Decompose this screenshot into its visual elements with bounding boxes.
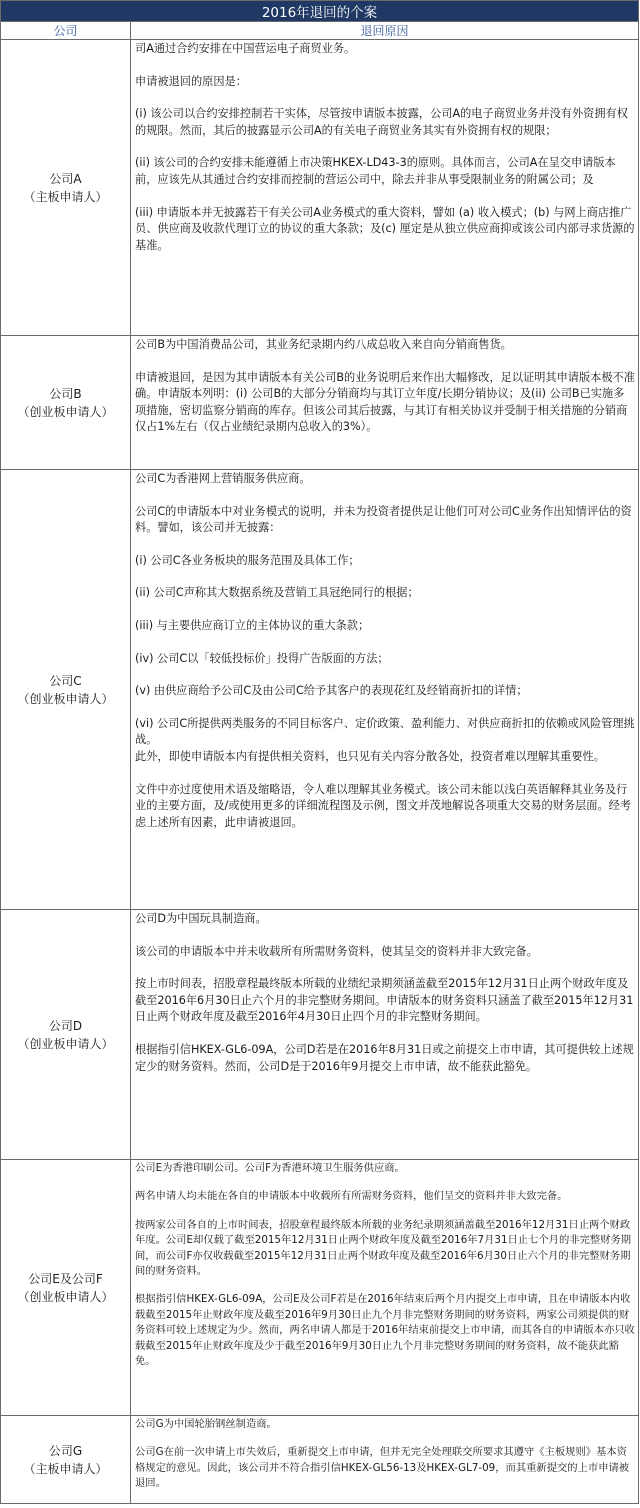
reason-paragraph: 此外，即使申请版本内有提供相关资料，也只见有关内容分散各处，投资者难以理解其重要性。 xyxy=(135,749,605,763)
table-row xyxy=(1,40,639,336)
table-row xyxy=(1,336,639,470)
company-board: （创业板申请人） xyxy=(17,1036,114,1051)
reason-paragraph: 公司G为中国轮胎钢丝制造商。 xyxy=(135,1418,277,1430)
company-name: 公司D xyxy=(48,1018,83,1033)
company-name: 公司E及公司F xyxy=(28,1271,103,1286)
reason-paragraph: 按上市时间表，招股章程最终版本所载的业绩纪录期须涵盖截至2015年12月31日止两个财政年度及截至2016年6月30日止六个月的非完整财务期间。申请版本的财务资料只涵盖了截至2015年12月31日止两个财政年度及截至2016年4月30日止四个月的非完整财务期间。 xyxy=(135,977,634,1024)
reason-cell xyxy=(131,40,639,336)
reason-paragraph: (v) 由供应商给予公司C及由公司C给予其客户的表现花红及经销商折扣的详情； xyxy=(135,684,528,698)
table-title: 2016年退回的个案 xyxy=(1,1,639,22)
column-header-reason: 退回原因 xyxy=(131,22,639,40)
company-cell xyxy=(1,336,131,470)
reason-paragraph: (i) 该公司以合约安排控制若干实体，尽管按申请版本披露，公司A的电子商贸业务并没有外资拥有权的规限。然而，其后的披露显示公司A的有关电子商贸业务其实有外资拥有权的规限； xyxy=(135,107,628,137)
reason-paragraph: 公司G在前一次申请上市失效后，重新提交上市申请，但并无完全处理联交所要求其遵守《主板规则》基本资格规定的意见。因此，该公司并不符合指引信HKEX-GL56-13及HKEX-GL7-09，而其重新提交的上市申请被退回。 xyxy=(135,1446,630,1490)
reason-paragraph: 公司E为香港印刷公司。公司F为香港环境卫生服务供应商。 xyxy=(135,1162,405,1174)
company-cell xyxy=(1,470,131,910)
company-cell xyxy=(1,1160,131,1416)
company-cell xyxy=(1,40,131,336)
reason-cell xyxy=(131,1416,639,1504)
company-name: 公司A xyxy=(49,171,82,186)
company-name: 公司G xyxy=(48,1443,83,1458)
company-name: 公司C xyxy=(49,673,82,688)
company-name: 公司B xyxy=(49,386,82,401)
company-board: （创业板申请人） xyxy=(17,691,114,706)
company-board: （创业板申请人） xyxy=(17,1289,114,1304)
table-row xyxy=(1,1416,639,1504)
reason-paragraph: 司A通过合约安排在中国营运电子商贸业务。 xyxy=(135,42,356,55)
reason-paragraph: (iii) 与主要供应商订立的主体协议的重大条款； xyxy=(135,618,370,632)
reason-paragraph: (iv) 公司C以「较低投标价」投得广告版面的方法； xyxy=(135,651,389,665)
company-cell xyxy=(1,1416,131,1504)
reason-paragraph: 公司C的申请版本中对业务模式的说明，并未为投资者提供足让他们可对公司C业务作出知情评估的资料。譬如，该公司并无披露： xyxy=(135,504,632,535)
reason-paragraph: 申请被退回的原因是： xyxy=(135,74,247,88)
reason-cell xyxy=(131,336,639,470)
reason-cell xyxy=(131,910,639,1160)
reason-cell xyxy=(131,470,639,910)
reason-paragraph: (iii) 申请版本并无披露若干有关公司A业务模式的重大资料，譬如 (a) 收入模式；(b) 与网上商店推广员、供应商及收款代理订立的协议的重大条款；及(c) 厘定是从独立供应商抑或该公司内部寻求货源的基准。 xyxy=(135,205,635,252)
company-board: （主板申请人） xyxy=(23,1461,108,1476)
reason-paragraph: 申请被退回，是因为其申请版本有关公司B的业务说明后来作出大幅修改，足以证明其申请版本极不准确。申请版本列明：(i) 公司B的大部分分销商均与其订立年度/长期分销协议；及(ii) 公司B已实施多项措施，密切监察分销商的库存。但该公司其后披露，与其订有相关协议并受制于相关措施的分销商仅占1%左右（仅占业绩纪录期内总收入的3%）。 xyxy=(135,370,635,434)
reason-paragraph: 根据指引信HKEX-GL6-09A，公司E及公司F若是在2016年结束后两个月内提交上市申请，且在申请版本内收载截至2015年止财政年度及截至2016年9月30日止九个月非完整财务期间的财务资料，两家公司须提供的财务资料可较上述规定为少。然而，两名申请人都是于2016年结束前提交上市申请，而其各自的申请版本亦只收载截至2015年止财政年度及少于截至2016年9月30日止九个月非完整财务期间的财务资料，故不能获此豁免。 xyxy=(135,1293,635,1368)
reason-paragraph: (ii) 公司C声称其大数据系统及营销工具冠绝同行的根据； xyxy=(135,586,419,600)
reason-cell xyxy=(131,1160,639,1416)
reason-paragraph: 该公司的申请版本中并未收载所有所需财务资料，使其呈交的资料并非大致完备。 xyxy=(135,944,538,958)
reason-paragraph: (ii) 该公司的合约安排未能遵循上市决策HKEX-LD43-3的原则。具体而言，公司A在呈交申请版本前，应该先从其通过合约安排而控制的营运公司中，除去并非从事受限制业务的附属公司；及 xyxy=(135,156,616,186)
reason-paragraph: 按两家公司各自的上市时间表，招股章程最终版本所载的业务纪录期须涵盖截至2016年12月31日止两个财政年度。公司E却仅载了截至2015年12月31日止两个财政年度及截至2016年7月31日止七个月的非完整财务期间，而公司F亦仅收载截至2015年12月31日止两个财政年度及截至2016年6月30日止六个月的非完整财务期间的财务资料。 xyxy=(135,1218,632,1278)
header-row xyxy=(1,22,639,40)
company-board: （主板申请人） xyxy=(23,189,108,204)
company-cell xyxy=(1,910,131,1160)
column-header-company: 公司 xyxy=(1,22,131,40)
reason-paragraph: 公司D为中国玩具制造商。 xyxy=(135,912,267,925)
reason-paragraph: (i) 公司C各业务板块的服务范围及具体工作； xyxy=(135,553,360,567)
reason-paragraph: 文件中亦过度使用术语及缩略语，令人难以理解其业务模式。该公司未能以浅白英语解释其业务及行业的主要方面，及/或使用更多的详细流程图及示例，图文并茂地解说各项重大交易的财务层面。经考虑上述所有因素，此申请被退回。 xyxy=(135,782,632,829)
reason-paragraph: 公司B为中国消费品公司，其业务纪录期内约八成总收入来自向分销商售货。 xyxy=(135,338,512,351)
table-row xyxy=(1,470,639,910)
company-board: （创业板申请人） xyxy=(17,404,114,419)
reason-paragraph: 根据指引信HKEX-GL6-09A，公司D若是在2016年8月31日或之前提交上市申请，其可提供较上述规定少的财务资料。然而，公司D是于2016年9月提交上市申请，故不能获此豁免。 xyxy=(135,1042,634,1073)
title-row xyxy=(1,1,639,22)
reason-paragraph: 公司C为香港网上营销服务供应商。 xyxy=(135,472,311,485)
table-row xyxy=(1,1160,639,1416)
table-row xyxy=(1,910,639,1160)
reason-paragraph: 两名申请人均未能在各自的申请版本中收载所有所需财务资料，他们呈交的资料并非大致完备。 xyxy=(135,1190,568,1203)
reason-paragraph: (vi) 公司C所提供两类服务的不同目标客户、定价政策、盈利能力、对供应商折扣的依赖或风险管理挑战。 xyxy=(135,716,635,747)
